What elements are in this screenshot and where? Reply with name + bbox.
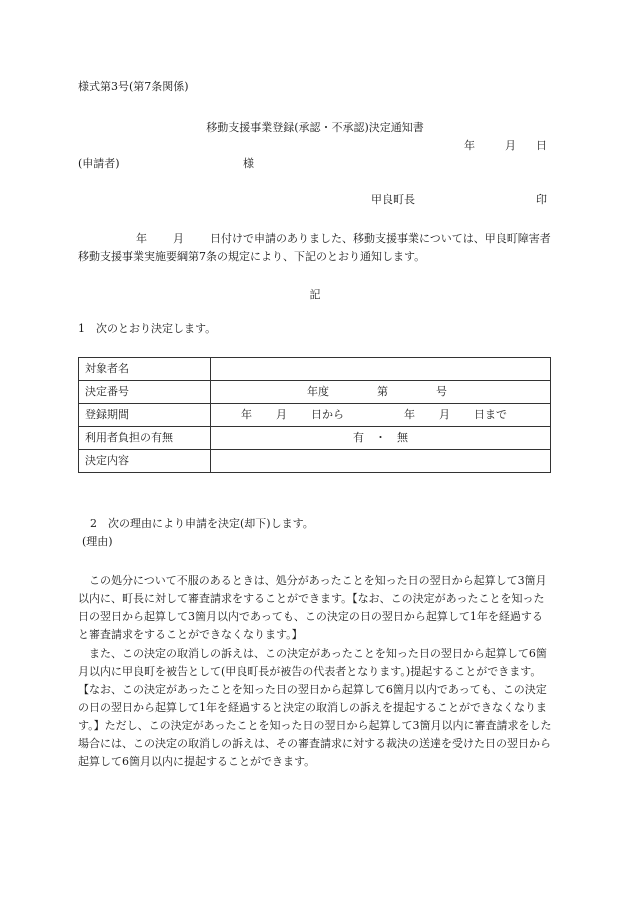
section-1-heading: 1 次のとおり決定します。 (78, 322, 217, 335)
row-label-user-burden: 利用者負担の有無 (79, 427, 211, 450)
row-label-registration-period: 登録期間 (79, 404, 211, 427)
decision-content-cell (211, 450, 551, 473)
reason-label: (理由) (82, 535, 113, 548)
table-row (79, 427, 551, 450)
seal-mark: 印 (536, 193, 547, 206)
registration-period-cell (211, 404, 551, 427)
subject-name-cell (211, 358, 551, 381)
issuer: 甲良町長 (371, 193, 415, 206)
section-2-heading: 2 次の理由により申請を決定(却下)します。 (90, 517, 314, 530)
table-row (79, 450, 551, 473)
user-burden-value: 有 ・ 無 (211, 427, 551, 450)
dai-label: 第 (377, 385, 388, 398)
go-label: 号 (436, 385, 447, 398)
period-to-year: 年 (404, 408, 415, 421)
decision-number-cell (211, 381, 551, 404)
lawsuit-notice-paragraph: また、この決定の取消しの訴えは、この決定があったことを知った日の翌日から起算して6箇月以内に甲良町を被告として(甲良町長が被告の代表者となります。)提起することができます。【なお、この決定があったことを知った日の翌日から起算して6箇月以内であっても、この決定の日の翌日から起算して1年を経過すると決定の取消しの訴えを提起することができなくなります。】ただし、この決定があったことを知った日の翌日から起算して3箇月以内に審査請求をした場合には、この決定の取消しの訴えは、その審査請求に対する裁決の送達を受けた日の翌日から起算して6箇月以内に提起することができます。 (78, 647, 552, 768)
row-label-decision-number: 決定番号 (79, 381, 211, 404)
intro-month: 月 (173, 232, 184, 245)
honorific: 様 (243, 157, 254, 170)
row-label-decision-content: 決定内容 (79, 450, 211, 473)
date-month: 月 (505, 139, 516, 152)
date-day: 日 (536, 139, 547, 152)
issue-date (464, 139, 547, 153)
fiscal-year-label: 年度 (307, 385, 329, 398)
ki-heading: 記 (309, 288, 321, 301)
intro-text: 日付けで申請のありました、移動支援事業については、甲良町障害者移動支援事業実施要綱第7条の規定により、下記のとおり通知します。 (78, 232, 551, 263)
period-to-day: 日まで (474, 408, 507, 421)
document-title: 移動支援事業登録(承認・不承認)決定通知書 (206, 121, 424, 134)
intro-year: 年 (136, 232, 147, 245)
intro-paragraph (78, 230, 552, 266)
appeal-notice-paragraph: この処分について不服のあるときは、処分があったことを知った日の翌日から起算して3箇月以内に、町長に対して審査請求をすることができます。【なお、この決定があったことを知った日の翌日から起算して3箇月以内であっても、この決定の日の翌日から起算して1年を経過すると審査請求をすることができなくなります。】 (78, 574, 547, 641)
period-from-month: 月 (276, 408, 287, 421)
decision-table (78, 357, 551, 473)
table-row (79, 404, 551, 427)
table-row (79, 381, 551, 404)
form-number: 様式第3号(第7条関係) (78, 80, 189, 93)
period-from-year: 年 (241, 408, 252, 421)
row-label-subject: 対象者名 (79, 358, 211, 381)
period-to-month: 月 (439, 408, 450, 421)
applicant-label: (申請者) (78, 157, 120, 170)
date-year: 年 (464, 139, 475, 152)
table-row (79, 358, 551, 381)
period-from-day: 日から (311, 408, 344, 421)
